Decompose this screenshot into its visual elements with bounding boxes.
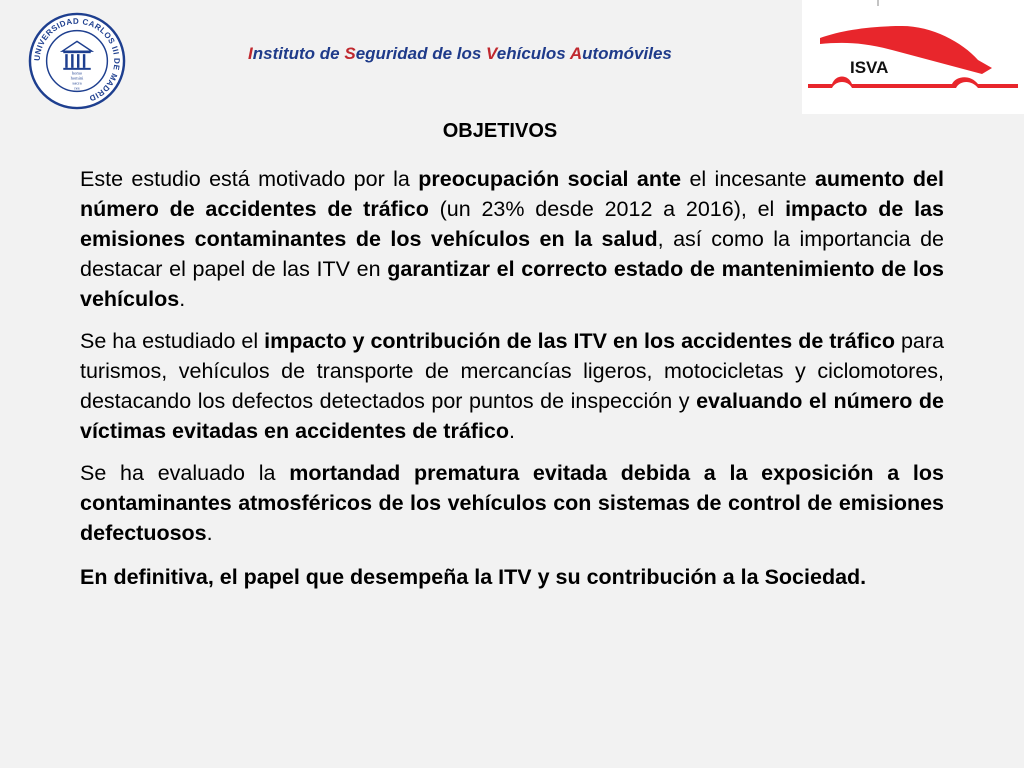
institute-name-part: utomóviles (582, 44, 672, 63)
paragraph-itv-accidents (80, 326, 944, 446)
text-run: , así como la importancia de destacar el papel de las ITV en (80, 227, 944, 281)
institute-name-part: S (344, 44, 356, 63)
bold-text: garantizar el correcto estado de mantenimiento de los vehículos (80, 257, 944, 311)
seal-motto-line: sacra (72, 80, 82, 86)
institute-name-part: eguridad de los (355, 44, 487, 63)
text-run: para turismos, vehículos de transporte de mercancías ligeros, motocicletas y ciclomotores, destacando los defectos detectados por puntos de inspección y (80, 329, 944, 413)
university-seal-logo (28, 12, 126, 110)
paragraph-motivation (80, 164, 944, 314)
text-run: . (179, 287, 186, 311)
seal-motto-line: homo (71, 70, 83, 76)
isva-logo (802, 0, 1024, 114)
bold-text: evaluando el número de víctimas evitadas en accidentes de tráfico (80, 389, 944, 443)
institute-name (248, 44, 672, 64)
institute-name-part: nstituto de (252, 44, 345, 63)
bold-text: mortandad prematura evitada debida a la exposición a los contaminantes atmosféricos de los vehículos con sistemas de control de emisiones defectuosos (80, 461, 944, 545)
seal-motto-line: homini (70, 75, 84, 81)
text-run: . (206, 521, 213, 545)
institute-name-part: A (569, 44, 583, 63)
paragraph-conclusion: En definitiva, el papel que desempeña la ITV y su contribución a la Sociedad. (80, 565, 867, 589)
bold-text: aumento del número de accidentes de tráfico (80, 167, 944, 221)
institute-name-part: I (248, 44, 253, 63)
text-run: (un 23% desde 2012 a 2016), el (428, 197, 786, 221)
isva-logo-text: ISVA (850, 58, 889, 77)
text-run: el incesante (681, 167, 815, 191)
text-run: Este estudio está motivado por la (80, 167, 419, 191)
bold-text: impacto de las emisiones contaminantes de los vehículos en la salud (80, 197, 944, 251)
bold-text: preocupación social ante (418, 167, 682, 191)
institute-name-part: V (486, 44, 497, 63)
slide-content (80, 164, 944, 604)
institute-name-part: ehículos (496, 44, 570, 63)
slide-title: OBJETIVOS (442, 120, 558, 142)
text-run: Se ha evaluado la (80, 461, 290, 485)
paragraph-mortality (80, 458, 944, 548)
seal-ring-text: UNIVERSIDAD CARLOS III DE MADRID (32, 16, 122, 104)
bold-text: impacto y contribución de las ITV en los accidentes de tráfico (264, 329, 895, 353)
text-run: Se ha estudiado el (80, 329, 265, 353)
text-run: . (509, 419, 515, 443)
seal-motto-line: res (74, 85, 80, 91)
